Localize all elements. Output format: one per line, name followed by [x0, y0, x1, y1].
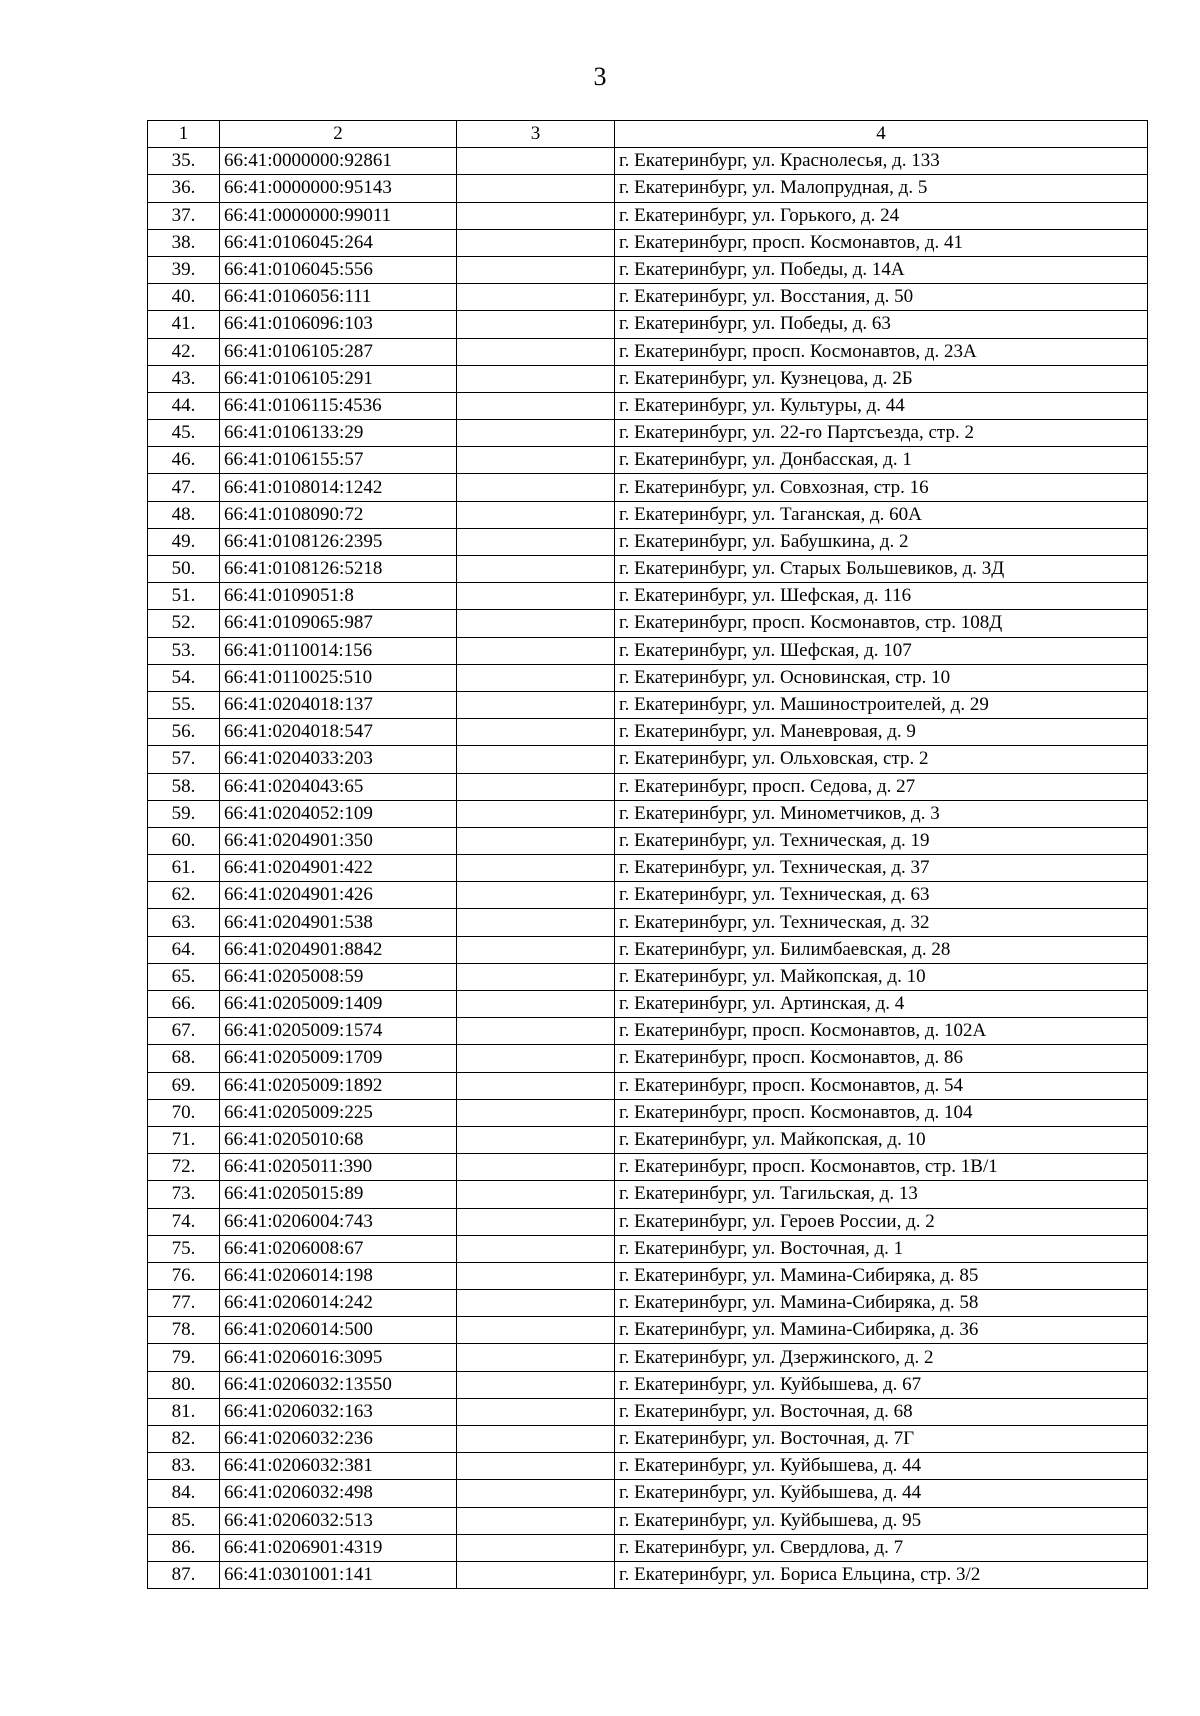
table-row — [148, 1208, 1148, 1235]
address-cell: г. Екатеринбург, просп. Космонавтов, стр. 108Д — [615, 610, 1148, 637]
table-row — [148, 691, 1148, 718]
column-3-cell — [457, 256, 615, 283]
row-number-cell: 49. — [148, 528, 220, 555]
cadastral-number-cell: 66:41:0108126:2395 — [220, 528, 457, 555]
column-3-cell — [457, 1262, 615, 1289]
address-cell: г. Екатеринбург, ул. Мамина-Сибиряка, д. 36 — [615, 1317, 1148, 1344]
cadastral-number-cell: 66:41:0205009:1574 — [220, 1018, 457, 1045]
column-3-cell — [457, 610, 615, 637]
row-number-cell: 74. — [148, 1208, 220, 1235]
address-cell: г. Екатеринбург, просп. Космонавтов, д. 54 — [615, 1072, 1148, 1099]
address-cell: г. Екатеринбург, ул. Шефская, д. 116 — [615, 583, 1148, 610]
cadastral-number-cell: 66:41:0205008:59 — [220, 963, 457, 990]
column-3-cell — [457, 474, 615, 501]
table-row — [148, 773, 1148, 800]
table-row — [148, 556, 1148, 583]
column-3-cell — [457, 338, 615, 365]
table-row — [148, 1126, 1148, 1153]
address-cell: г. Екатеринбург, ул. Куйбышева, д. 44 — [615, 1453, 1148, 1480]
column-3-cell — [457, 392, 615, 419]
row-number-cell: 45. — [148, 420, 220, 447]
row-number-cell: 80. — [148, 1371, 220, 1398]
column-3-cell — [457, 1154, 615, 1181]
table-header-row — [148, 121, 1148, 148]
column-3-cell — [457, 202, 615, 229]
column-3-cell — [457, 583, 615, 610]
address-cell: г. Екатеринбург, ул. Ольховская, стр. 2 — [615, 746, 1148, 773]
cadastral-number-cell: 66:41:0206032:513 — [220, 1507, 457, 1534]
row-number-cell: 61. — [148, 855, 220, 882]
address-cell: г. Екатеринбург, ул. Куйбышева, д. 44 — [615, 1480, 1148, 1507]
table-row — [148, 991, 1148, 1018]
row-number-cell: 36. — [148, 175, 220, 202]
column-3-cell — [457, 936, 615, 963]
column-3-cell — [457, 148, 615, 175]
address-cell: г. Екатеринбург, ул. Дзержинского, д. 2 — [615, 1344, 1148, 1371]
column-3-cell — [457, 1398, 615, 1425]
address-cell: г. Екатеринбург, ул. Тагильская, д. 13 — [615, 1181, 1148, 1208]
cadastral-number-cell: 66:41:0108014:1242 — [220, 474, 457, 501]
column-3-cell — [457, 528, 615, 555]
table-row — [148, 338, 1148, 365]
row-number-cell: 59. — [148, 800, 220, 827]
column-3-cell — [457, 556, 615, 583]
row-number-cell: 62. — [148, 882, 220, 909]
row-number-cell: 47. — [148, 474, 220, 501]
address-cell: г. Екатеринбург, ул. Бабушкина, д. 2 — [615, 528, 1148, 555]
table-row — [148, 746, 1148, 773]
column-3-cell — [457, 1235, 615, 1262]
cadastral-number-cell: 66:41:0206032:498 — [220, 1480, 457, 1507]
row-number-cell: 83. — [148, 1453, 220, 1480]
row-number-cell: 35. — [148, 148, 220, 175]
table-row — [148, 447, 1148, 474]
row-number-cell: 54. — [148, 664, 220, 691]
column-3-cell — [457, 719, 615, 746]
column-3-cell — [457, 365, 615, 392]
cadastral-number-cell: 66:41:0205009:1709 — [220, 1045, 457, 1072]
column-3-cell — [457, 1072, 615, 1099]
cadastral-number-cell: 66:41:0000000:92861 — [220, 148, 457, 175]
row-number-cell: 37. — [148, 202, 220, 229]
cadastral-number-cell: 66:41:0106133:29 — [220, 420, 457, 447]
table-row — [148, 1154, 1148, 1181]
address-cell: г. Екатеринбург, ул. Бориса Ельцина, стр. 3/2 — [615, 1561, 1148, 1588]
cadastral-number-cell: 66:41:0109051:8 — [220, 583, 457, 610]
address-cell: г. Екатеринбург, ул. Мамина-Сибиряка, д. 85 — [615, 1262, 1148, 1289]
table-row — [148, 1317, 1148, 1344]
address-cell: г. Екатеринбург, ул. Техническая, д. 19 — [615, 827, 1148, 854]
cadastral-number-cell: 66:41:0106045:264 — [220, 229, 457, 256]
cadastral-number-cell: 66:41:0205009:225 — [220, 1099, 457, 1126]
cadastral-number-cell: 66:41:0206032:13550 — [220, 1371, 457, 1398]
cadastral-number-cell: 66:41:0110014:156 — [220, 637, 457, 664]
table-row — [148, 175, 1148, 202]
table-row — [148, 1398, 1148, 1425]
cadastral-number-cell: 66:41:0110025:510 — [220, 664, 457, 691]
column-3-cell — [457, 991, 615, 1018]
table-row — [148, 501, 1148, 528]
column-3-cell — [457, 691, 615, 718]
address-cell: г. Екатеринбург, ул. Мамина-Сибиряка, д. 58 — [615, 1290, 1148, 1317]
address-cell: г. Екатеринбург, ул. Культуры, д. 44 — [615, 392, 1148, 419]
table-row — [148, 1453, 1148, 1480]
row-number-cell: 43. — [148, 365, 220, 392]
row-number-cell: 79. — [148, 1344, 220, 1371]
row-number-cell: 68. — [148, 1045, 220, 1072]
column-3-cell — [457, 284, 615, 311]
row-number-cell: 51. — [148, 583, 220, 610]
column-3-cell — [457, 827, 615, 854]
row-number-cell: 71. — [148, 1126, 220, 1153]
table-row — [148, 1371, 1148, 1398]
column-3-cell — [457, 1045, 615, 1072]
table-row — [148, 202, 1148, 229]
row-number-cell: 40. — [148, 284, 220, 311]
row-number-cell: 72. — [148, 1154, 220, 1181]
cadastral-number-cell: 66:41:0204043:65 — [220, 773, 457, 800]
address-cell: г. Екатеринбург, ул. Куйбышева, д. 67 — [615, 1371, 1148, 1398]
address-cell: г. Екатеринбург, ул. Артинская, д. 4 — [615, 991, 1148, 1018]
cadastral-number-cell: 66:41:0206901:4319 — [220, 1534, 457, 1561]
cadastral-number-cell: 66:41:0204901:538 — [220, 909, 457, 936]
table-row — [148, 1507, 1148, 1534]
address-cell: г. Екатеринбург, просп. Космонавтов, д. 86 — [615, 1045, 1148, 1072]
column-3-cell — [457, 746, 615, 773]
cadastral-number-cell: 66:41:0205009:1892 — [220, 1072, 457, 1099]
row-number-cell: 63. — [148, 909, 220, 936]
column-3-cell — [457, 664, 615, 691]
column-3-cell — [457, 1344, 615, 1371]
column-3-cell — [457, 855, 615, 882]
column-3-cell — [457, 229, 615, 256]
address-cell: г. Екатеринбург, ул. Победы, д. 14А — [615, 256, 1148, 283]
cadastral-number-cell: 66:41:0204901:350 — [220, 827, 457, 854]
address-cell: г. Екатеринбург, ул. 22-го Партсъезда, стр. 2 — [615, 420, 1148, 447]
address-cell: г. Екатеринбург, ул. Куйбышева, д. 95 — [615, 1507, 1148, 1534]
table-row — [148, 474, 1148, 501]
column-3-cell — [457, 1561, 615, 1588]
column-3-cell — [457, 1290, 615, 1317]
address-cell: г. Екатеринбург, просп. Космонавтов, д. 102А — [615, 1018, 1148, 1045]
table-row — [148, 1018, 1148, 1045]
row-number-cell: 75. — [148, 1235, 220, 1262]
table-row — [148, 963, 1148, 990]
address-cell: г. Екатеринбург, ул. Билимбаевская, д. 28 — [615, 936, 1148, 963]
row-number-cell: 48. — [148, 501, 220, 528]
cadastral-number-cell: 66:41:0106045:556 — [220, 256, 457, 283]
address-cell: г. Екатеринбург, ул. Свердлова, д. 7 — [615, 1534, 1148, 1561]
table-row — [148, 827, 1148, 854]
column-3-cell — [457, 420, 615, 447]
table-row — [148, 1426, 1148, 1453]
cadastral-number-cell: 66:41:0206004:743 — [220, 1208, 457, 1235]
cadastral-number-cell: 66:41:0206014:242 — [220, 1290, 457, 1317]
column-3-cell — [457, 1208, 615, 1235]
cadastral-number-cell: 66:41:0206016:3095 — [220, 1344, 457, 1371]
table-row — [148, 420, 1148, 447]
cadastral-number-cell: 66:41:0204901:422 — [220, 855, 457, 882]
cadastral-number-cell: 66:41:0106115:4536 — [220, 392, 457, 419]
row-number-cell: 41. — [148, 311, 220, 338]
column-3-cell — [457, 1018, 615, 1045]
table-row — [148, 1072, 1148, 1099]
table-row — [148, 1099, 1148, 1126]
table-row — [148, 936, 1148, 963]
row-number-cell: 50. — [148, 556, 220, 583]
cadastral-number-cell: 66:41:0204018:137 — [220, 691, 457, 718]
column-3-cell — [457, 1480, 615, 1507]
column-header-4: 4 — [615, 121, 1148, 148]
column-header-1: 1 — [148, 121, 220, 148]
row-number-cell: 67. — [148, 1018, 220, 1045]
table-body — [148, 148, 1148, 1589]
column-3-cell — [457, 311, 615, 338]
cadastral-number-cell: 66:41:0106155:57 — [220, 447, 457, 474]
column-3-cell — [457, 1099, 615, 1126]
table-row — [148, 800, 1148, 827]
address-cell: г. Екатеринбург, ул. Основинская, стр. 10 — [615, 664, 1148, 691]
table-row — [148, 365, 1148, 392]
column-3-cell — [457, 1371, 615, 1398]
row-number-cell: 77. — [148, 1290, 220, 1317]
cadastral-number-cell: 66:41:0301001:141 — [220, 1561, 457, 1588]
cadastral-number-cell: 66:41:0109065:987 — [220, 610, 457, 637]
row-number-cell: 39. — [148, 256, 220, 283]
table-row — [148, 909, 1148, 936]
address-cell: г. Екатеринбург, ул. Восточная, д. 1 — [615, 1235, 1148, 1262]
cadastral-number-cell: 66:41:0206008:67 — [220, 1235, 457, 1262]
cadastral-number-cell: 66:41:0204033:203 — [220, 746, 457, 773]
address-cell: г. Екатеринбург, ул. Техническая, д. 37 — [615, 855, 1148, 882]
table-row — [148, 1235, 1148, 1262]
cadastral-number-cell: 66:41:0000000:99011 — [220, 202, 457, 229]
row-number-cell: 56. — [148, 719, 220, 746]
row-number-cell: 82. — [148, 1426, 220, 1453]
page-number: 3 — [593, 62, 607, 91]
table-row — [148, 1045, 1148, 1072]
row-number-cell: 38. — [148, 229, 220, 256]
address-cell: г. Екатеринбург, ул. Краснолесья, д. 133 — [615, 148, 1148, 175]
table-row — [148, 1344, 1148, 1371]
table-row — [148, 392, 1148, 419]
row-number-cell: 58. — [148, 773, 220, 800]
column-3-cell — [457, 773, 615, 800]
column-header-3: 3 — [457, 121, 615, 148]
table-row — [148, 719, 1148, 746]
table-row — [148, 855, 1148, 882]
table-row — [148, 284, 1148, 311]
address-cell: г. Екатеринбург, ул. Совхозная, стр. 16 — [615, 474, 1148, 501]
cadastral-number-cell: 66:41:0206014:500 — [220, 1317, 457, 1344]
address-cell: г. Екатеринбург, ул. Майкопская, д. 10 — [615, 963, 1148, 990]
row-number-cell: 87. — [148, 1561, 220, 1588]
address-cell: г. Екатеринбург, ул. Маневровая, д. 9 — [615, 719, 1148, 746]
address-cell: г. Екатеринбург, ул. Восточная, д. 7Г — [615, 1426, 1148, 1453]
table-row — [148, 882, 1148, 909]
address-cell: г. Екатеринбург, ул. Восстания, д. 50 — [615, 284, 1148, 311]
column-3-cell — [457, 1317, 615, 1344]
column-3-cell — [457, 447, 615, 474]
cadastral-number-cell: 66:41:0205011:390 — [220, 1154, 457, 1181]
address-cell: г. Екатеринбург, просп. Космонавтов, д. 104 — [615, 1099, 1148, 1126]
address-cell: г. Екатеринбург, ул. Таганская, д. 60А — [615, 501, 1148, 528]
column-3-cell — [457, 963, 615, 990]
address-cell: г. Екатеринбург, ул. Кузнецова, д. 2Б — [615, 365, 1148, 392]
table-row — [148, 311, 1148, 338]
row-number-cell: 81. — [148, 1398, 220, 1425]
address-cell: г. Екатеринбург, ул. Героев России, д. 2 — [615, 1208, 1148, 1235]
column-3-cell — [457, 1181, 615, 1208]
address-cell: г. Екатеринбург, ул. Малопрудная, д. 5 — [615, 175, 1148, 202]
cadastral-number-cell: 66:41:0205015:89 — [220, 1181, 457, 1208]
cadastral-number-cell: 66:41:0206014:198 — [220, 1262, 457, 1289]
cadastral-number-cell: 66:41:0205009:1409 — [220, 991, 457, 1018]
row-number-cell: 53. — [148, 637, 220, 664]
cadastral-number-cell: 66:41:0204018:547 — [220, 719, 457, 746]
cadastral-number-cell: 66:41:0204052:109 — [220, 800, 457, 827]
cadastral-number-cell: 66:41:0106096:103 — [220, 311, 457, 338]
row-number-cell: 85. — [148, 1507, 220, 1534]
column-3-cell — [457, 1453, 615, 1480]
cadastral-number-cell: 66:41:0206032:163 — [220, 1398, 457, 1425]
address-cell: г. Екатеринбург, просп. Космонавтов, д. 23А — [615, 338, 1148, 365]
row-number-cell: 69. — [148, 1072, 220, 1099]
cadastral-number-cell: 66:41:0106056:111 — [220, 284, 457, 311]
column-3-cell — [457, 1126, 615, 1153]
address-cell: г. Екатеринбург, ул. Шефская, д. 107 — [615, 637, 1148, 664]
table-row — [148, 583, 1148, 610]
address-cell: г. Екатеринбург, ул. Майкопская, д. 10 — [615, 1126, 1148, 1153]
column-3-cell — [457, 175, 615, 202]
row-number-cell: 60. — [148, 827, 220, 854]
address-cell: г. Екатеринбург, ул. Машиностроителей, д. 29 — [615, 691, 1148, 718]
cadastral-number-cell: 66:41:0206032:236 — [220, 1426, 457, 1453]
table-row — [148, 1534, 1148, 1561]
row-number-cell: 86. — [148, 1534, 220, 1561]
address-cell: г. Екатеринбург, ул. Победы, д. 63 — [615, 311, 1148, 338]
cadastral-number-cell: 66:41:0108126:5218 — [220, 556, 457, 583]
address-cell: г. Екатеринбург, ул. Старых Большевиков, д. 3Д — [615, 556, 1148, 583]
data-table — [147, 120, 1148, 1589]
row-number-cell: 46. — [148, 447, 220, 474]
row-number-cell: 70. — [148, 1099, 220, 1126]
table-row — [148, 528, 1148, 555]
table-row — [148, 610, 1148, 637]
column-3-cell — [457, 800, 615, 827]
row-number-cell: 73. — [148, 1181, 220, 1208]
table-row — [148, 664, 1148, 691]
table-row — [148, 1480, 1148, 1507]
row-number-cell: 64. — [148, 936, 220, 963]
table-row — [148, 256, 1148, 283]
cadastral-number-cell: 66:41:0000000:95143 — [220, 175, 457, 202]
column-3-cell — [457, 1507, 615, 1534]
cadastral-number-cell: 66:41:0204901:8842 — [220, 936, 457, 963]
column-header-2: 2 — [220, 121, 457, 148]
row-number-cell: 78. — [148, 1317, 220, 1344]
address-cell: г. Екатеринбург, ул. Донбасская, д. 1 — [615, 447, 1148, 474]
row-number-cell: 42. — [148, 338, 220, 365]
address-cell: г. Екатеринбург, ул. Минометчиков, д. 3 — [615, 800, 1148, 827]
row-number-cell: 66. — [148, 991, 220, 1018]
table-row — [148, 1262, 1148, 1289]
address-cell: г. Екатеринбург, ул. Горького, д. 24 — [615, 202, 1148, 229]
column-3-cell — [457, 637, 615, 664]
row-number-cell: 57. — [148, 746, 220, 773]
address-cell: г. Екатеринбург, просп. Космонавтов, д. 41 — [615, 229, 1148, 256]
cadastral-number-cell: 66:41:0108090:72 — [220, 501, 457, 528]
table-row — [148, 637, 1148, 664]
cadastral-number-cell: 66:41:0106105:287 — [220, 338, 457, 365]
address-cell: г. Екатеринбург, просп. Седова, д. 27 — [615, 773, 1148, 800]
cadastral-number-cell: 66:41:0205010:68 — [220, 1126, 457, 1153]
table-row — [148, 1290, 1148, 1317]
cadastral-number-cell: 66:41:0206032:381 — [220, 1453, 457, 1480]
column-3-cell — [457, 1426, 615, 1453]
row-number-cell: 44. — [148, 392, 220, 419]
table-row — [148, 148, 1148, 175]
row-number-cell: 84. — [148, 1480, 220, 1507]
address-cell: г. Екатеринбург, ул. Техническая, д. 32 — [615, 909, 1148, 936]
cadastral-number-cell: 66:41:0106105:291 — [220, 365, 457, 392]
row-number-cell: 76. — [148, 1262, 220, 1289]
row-number-cell: 55. — [148, 691, 220, 718]
column-3-cell — [457, 501, 615, 528]
address-cell: г. Екатеринбург, ул. Восточная, д. 68 — [615, 1398, 1148, 1425]
table-row — [148, 1561, 1148, 1588]
column-3-cell — [457, 882, 615, 909]
column-3-cell — [457, 1534, 615, 1561]
row-number-cell: 65. — [148, 963, 220, 990]
column-3-cell — [457, 909, 615, 936]
row-number-cell: 52. — [148, 610, 220, 637]
cadastral-number-cell: 66:41:0204901:426 — [220, 882, 457, 909]
table-row — [148, 229, 1148, 256]
table-row — [148, 1181, 1148, 1208]
address-cell: г. Екатеринбург, просп. Космонавтов, стр. 1В/1 — [615, 1154, 1148, 1181]
address-cell: г. Екатеринбург, ул. Техническая, д. 63 — [615, 882, 1148, 909]
